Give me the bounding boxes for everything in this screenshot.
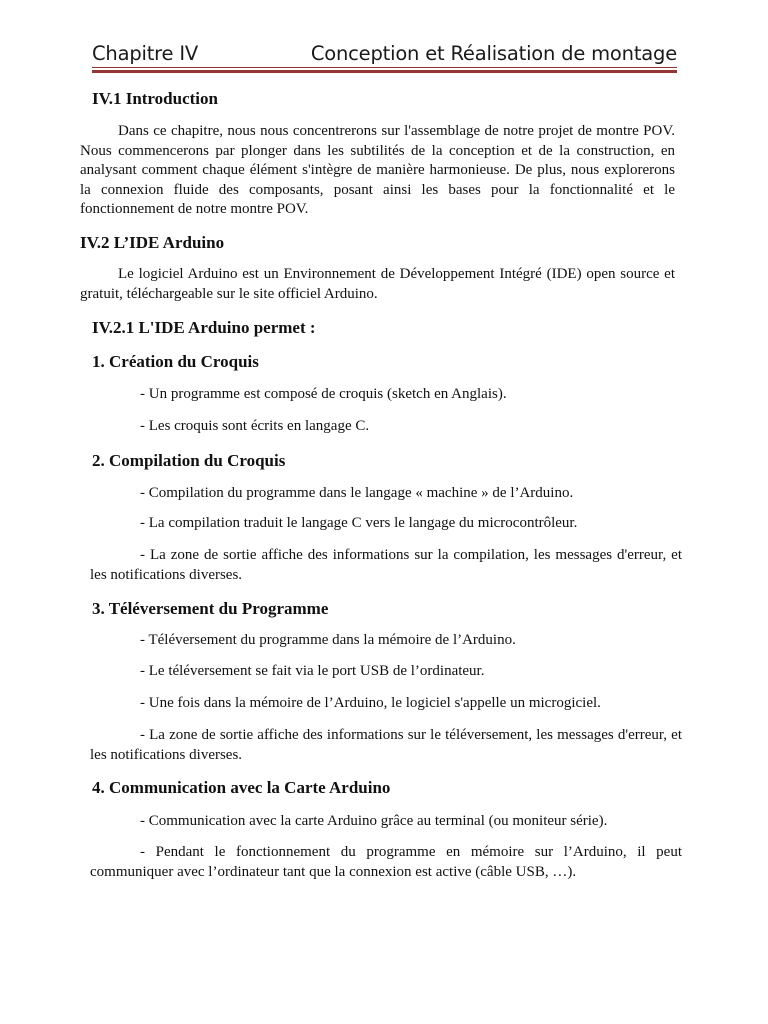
list-item: - Une fois dans la mémoire de l’Arduino, le logiciel s'appelle un microgiciel. — [140, 695, 601, 711]
item-heading-televersement: 3. Téléversement du Programme — [92, 599, 329, 618]
list-item: - Communication avec la carte Arduino grâce au terminal (ou moniteur série). — [140, 813, 608, 829]
list-item: - La zone de sortie affiche des informations sur le téléversement, les messages d'erreur, et les notifications diverses. — [90, 727, 682, 763]
list-item: - Le téléversement se fait via le port USB de l’ordinateur. — [140, 663, 485, 679]
subsection-heading-permet: IV.2.1 L'IDE Arduino permet : — [92, 318, 316, 337]
chapter-title: Conception et Réalisation de montage — [310, 42, 677, 65]
list-item: - Pendant le fonctionnement du programme en mémoire sur l’Arduino, il peut communiquer avec l’ordinateur tant que la connexion est active (câble USB, …). — [90, 844, 682, 880]
header-rule-thin — [92, 67, 677, 68]
list-item: - Téléversement du programme dans la mémoire de l’Arduino. — [140, 632, 516, 648]
list-item: - La zone de sortie affiche des informations sur la compilation, les messages d'erreur, et les notifications diverses. — [90, 547, 682, 583]
introduction-paragraph: Dans ce chapitre, nous nous concentrerons sur l'assemblage de notre projet de montre POV. Nous commencerons par plonger dans les subtilités de la conception et de la construction, en analysant comment chaque élément s'intègre de manière harmonieuse. De plus, nous explorerons la connexion fluide des composants, posant ainsi les bases pour la fonctionnalité et le fonctionnement de notre montre POV. — [80, 123, 675, 217]
ide-paragraph: Le logiciel Arduino est un Environnement de Développement Intégré (IDE) open source et gratuit, téléchargeable sur le site officiel Arduino. — [80, 266, 675, 302]
header-rule-thick — [92, 70, 677, 73]
list-item: - La compilation traduit le langage C vers le langage du microcontrôleur. — [140, 515, 578, 531]
list-item: - Les croquis sont écrits en langage C. — [140, 418, 370, 434]
section-heading-ide: IV.2 L’IDE Arduino — [80, 233, 225, 252]
list-item: - Un programme est composé de croquis (sketch en Anglais). — [140, 386, 507, 402]
page-header — [92, 40, 677, 70]
section-heading-introduction: IV.1 Introduction — [92, 89, 218, 108]
item-heading-compilation: 2. Compilation du Croquis — [92, 451, 286, 470]
chapter-label: Chapitre IV — [92, 42, 199, 65]
item-heading-creation: 1. Création du Croquis — [92, 352, 259, 371]
item-heading-communication: 4. Communication avec la Carte Arduino — [92, 778, 391, 797]
list-item: - Compilation du programme dans le langage « machine » de l’Arduino. — [140, 485, 574, 501]
